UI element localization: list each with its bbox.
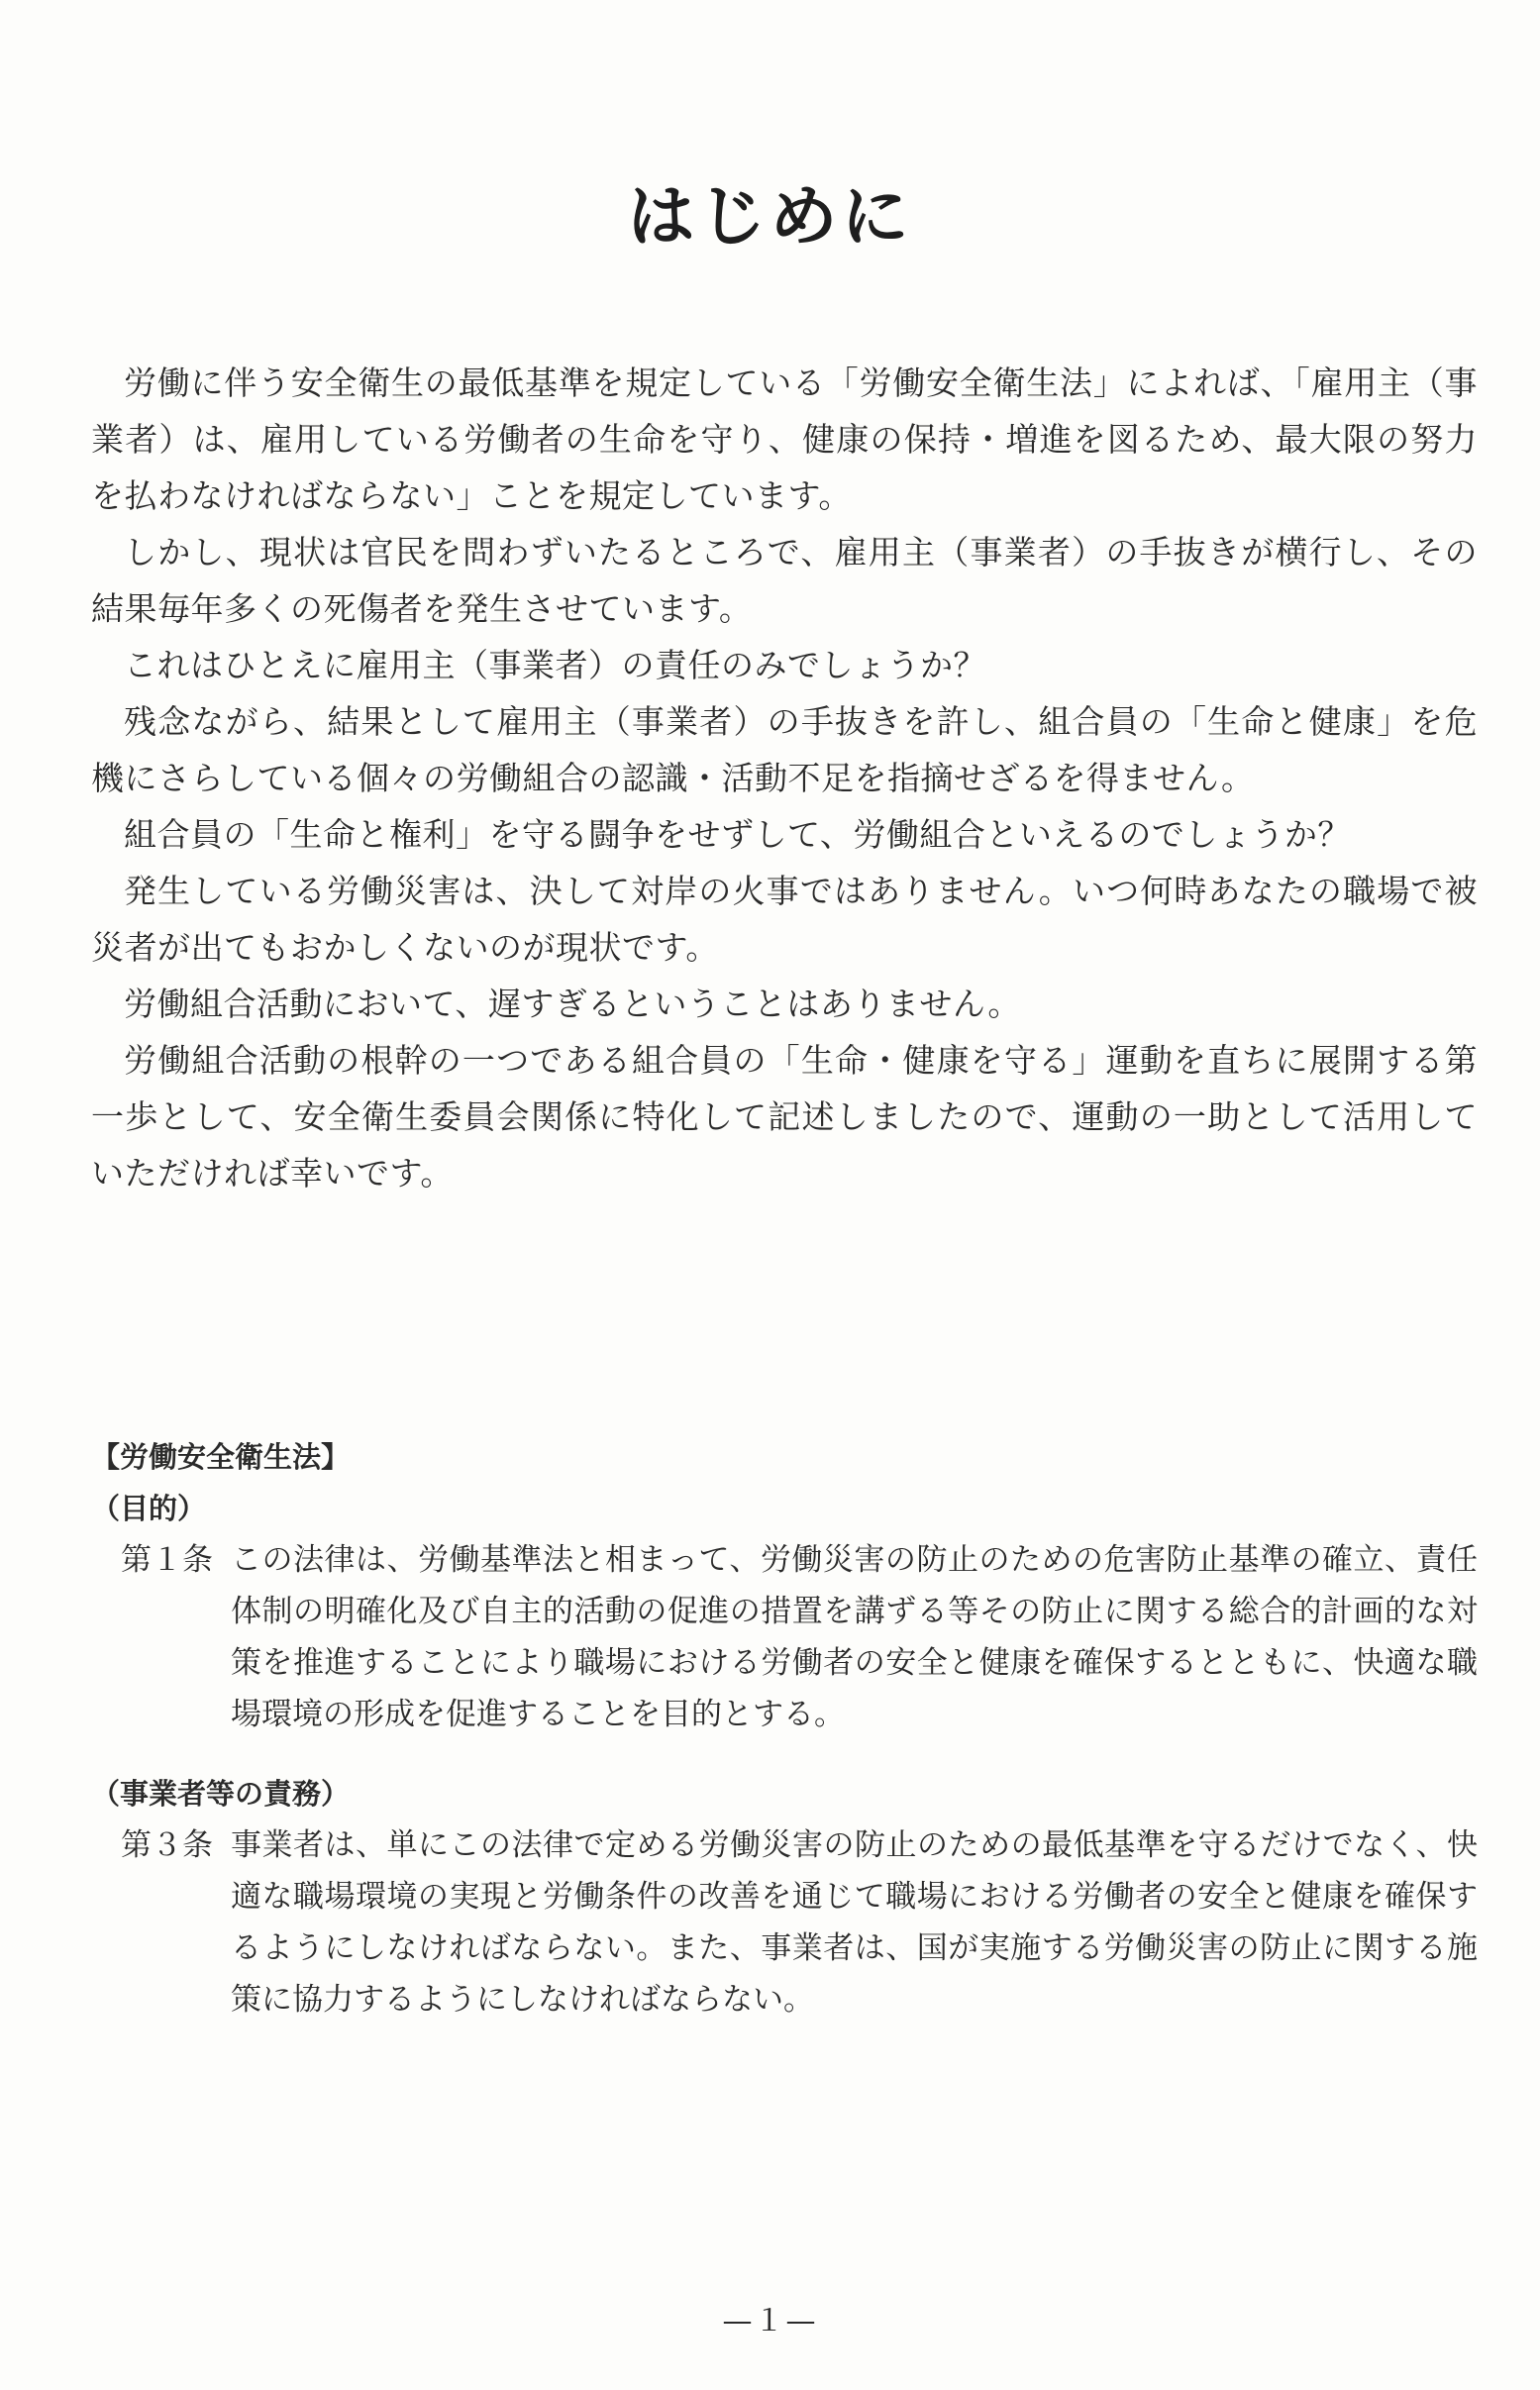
page-number: —１— — [722, 2304, 818, 2338]
intro-paragraph: 発生している労働災害は、決して対岸の火事ではありません。いつ何時あなたの職場で被災者が出てもおかしくないのが現状です。 — [91, 872, 1478, 967]
section-heading-duties: （事業者等の責務） — [91, 1777, 351, 1811]
law-excerpt — [91, 1431, 1478, 2026]
article-text: この法律は、労働基準法と相まって、労働災害の防止のための危害防止基準の確立、責任体制の明確化及び自主的活動の促進の措置を講ずる等その防止に関する総合的計画的な対策を推進することにより職場における労働者の安全と健康を確保するとともに、快適な職場環境の形成を促進することを目的とする。 — [231, 1542, 1478, 1732]
intro-paragraph: 労働組合活動において、遅すぎるということはありません。 — [124, 985, 1021, 1023]
article-number: 第１条 — [121, 1542, 213, 1578]
article-1 — [91, 1534, 1478, 1740]
intro-paragraph: 労働に伴う安全衛生の最低基準を規定している「労働安全衛生法」によれば、「雇用主（事業者）は、雇用している労働者の生命を守り、健康の保持・増進を図るため、最大限の努力を払わなければならない」ことを規定しています。 — [91, 364, 1478, 515]
page-title: はじめに — [627, 178, 913, 257]
section-heading-purpose: （目的） — [91, 1492, 207, 1525]
intro-paragraph: しかし、現状は官民を問わずいたるところで、雇用主（事業者）の手抜きが横行し、その結果毎年多くの死傷者を発生させています。 — [91, 533, 1478, 628]
law-heading: 【労働安全衛生法】 — [91, 1440, 351, 1474]
intro-paragraph: 組合員の「生命と権利」を守る闘争をせずして、労働組合といえるのでしょうか？ — [124, 815, 1351, 854]
intro-paragraph: 労働組合活動の根幹の一つである組合員の「生命・健康を守る」運動を直ちに展開する第一歩として、安全衛生委員会関係に特化して記述しましたので、運動の一助として活用していただければ幸いです。 — [91, 1041, 1479, 1193]
section-spacer — [91, 1740, 1478, 1768]
article-text: 事業者は、単にこの法律で定める労働災害の防止のための最低基準を守るだけでなく、快適な職場環境の実現と労働条件の改善を通じて職場における労働者の安全と健康を確保するようにしなければならない。また、事業者は、国が実施する労働災害の防止に関する施策に協力するようにしなければならない。 — [231, 1827, 1478, 2018]
article-3 — [91, 1819, 1478, 2026]
intro-paragraph: これはひとえに雇用主（事業者）の責任のみでしょうか？ — [124, 646, 986, 684]
intro-section — [91, 355, 1478, 1201]
intro-paragraph: 残念ながら、結果として雇用主（事業者）の手抜きを許し、組合員の「生命と健康」を危機にさらしている個々の労働組合の認識・活動不足を指摘せざるを得ません。 — [91, 702, 1478, 797]
article-number: 第３条 — [121, 1827, 213, 1863]
